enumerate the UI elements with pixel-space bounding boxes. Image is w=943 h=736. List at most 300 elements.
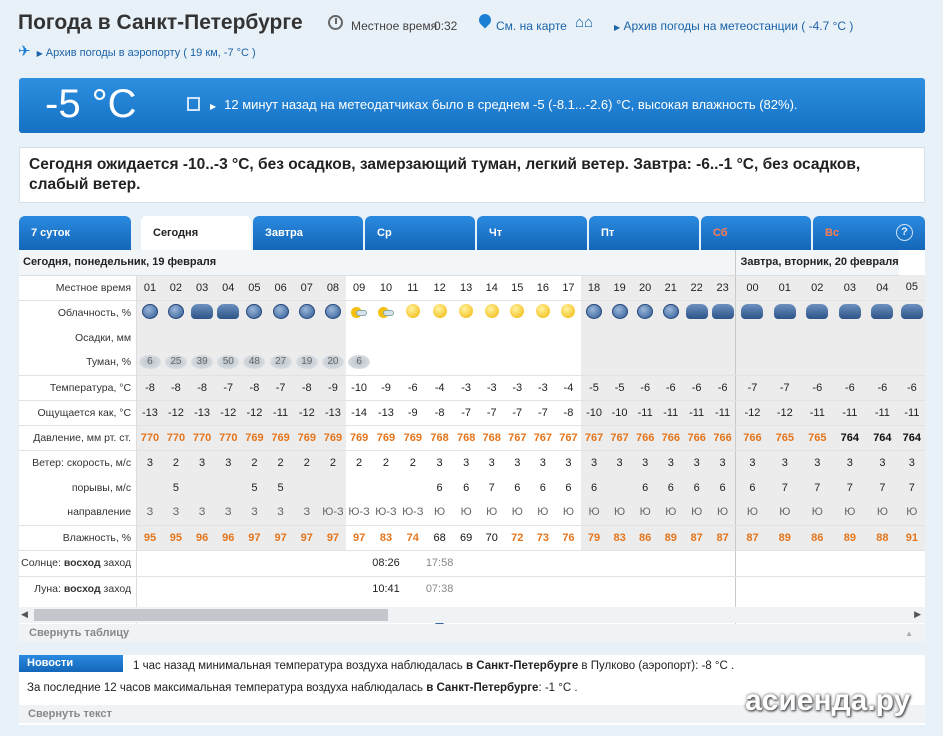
cloud-cell	[453, 300, 479, 325]
temp-cell: -3	[530, 375, 556, 400]
pressure-cell: 769	[241, 425, 267, 450]
pressure-cell: 768	[453, 425, 479, 450]
fog-cell	[453, 350, 479, 375]
feels-cell: -10	[581, 400, 607, 425]
pressure-cell: 769	[346, 425, 372, 450]
news-text: 1 час назад минимальная температура воздуха наблюдалась	[133, 660, 466, 672]
hour-cell: 03	[189, 275, 215, 300]
sun-cell	[530, 550, 556, 576]
precip-cell	[632, 325, 658, 350]
moon-cell	[801, 576, 834, 601]
archive-station-link[interactable]	[614, 19, 853, 33]
tab-fri[interactable]: Пт	[589, 216, 699, 250]
help-icon[interactable]: ?	[896, 224, 913, 241]
direction-cell: Ю	[479, 500, 505, 525]
temp-cell: -6	[658, 375, 684, 400]
humidity-cell: 89	[658, 525, 684, 550]
cloud-cell	[505, 300, 531, 325]
pressure-cell: 769	[320, 425, 346, 450]
moonset-time: 07:38	[425, 582, 454, 595]
moonrise-time: 10:41	[372, 582, 400, 595]
pressure-cell: 766	[736, 425, 769, 450]
hour-cell: 04	[215, 275, 241, 300]
gust-cell: 7	[769, 475, 802, 500]
sun-icon	[561, 304, 575, 318]
row-label: Облачность, %	[19, 300, 137, 325]
direction-cell: З	[137, 500, 163, 525]
fog-cell	[505, 350, 531, 375]
sun-icon	[433, 304, 447, 318]
cloud-cell	[294, 300, 320, 325]
fog-cell	[137, 350, 163, 375]
precip-cell	[400, 325, 426, 350]
cloud-cell	[607, 300, 633, 325]
row-label: Луна: восход заход	[19, 576, 137, 601]
direction-cell: Ю	[834, 500, 867, 525]
airplane-icon: ✈	[18, 43, 31, 60]
direction-cell: Ю	[684, 500, 710, 525]
temp-cell: -4	[426, 375, 454, 400]
header	[18, 9, 928, 39]
collapse-text-button[interactable]: Свернуть текст	[19, 705, 925, 723]
sun-cell	[320, 550, 346, 576]
news-line-2	[27, 682, 578, 694]
hour-cell: 20	[632, 275, 658, 300]
fog-cell	[581, 350, 607, 375]
feels-cell: -11	[866, 400, 899, 425]
mostly-cloudy-icon	[686, 304, 708, 319]
mostly-cloudy-icon	[217, 304, 239, 319]
hour-cell: 19	[607, 275, 633, 300]
gust-cell: 5	[268, 475, 294, 500]
humidity-cell: 88	[866, 525, 899, 550]
cloud-cell	[320, 300, 346, 325]
archive-airport-link[interactable]	[37, 47, 256, 59]
cloud-cell	[632, 300, 658, 325]
precip-cell	[505, 325, 531, 350]
news-button[interactable]: Новости погоды	[19, 655, 123, 672]
humidity-cell: 91	[899, 525, 925, 550]
precip-cell	[426, 325, 454, 350]
direction-cell: Ю	[710, 500, 736, 525]
humidity-cell: 70	[479, 525, 505, 550]
temp-cell: -3	[479, 375, 505, 400]
direction-cell: Ю-З	[400, 500, 426, 525]
fog-cell	[215, 350, 241, 375]
gust-cell: 7	[488, 481, 495, 494]
row-label: Осадки, мм	[19, 325, 137, 350]
sun-cell	[294, 550, 320, 576]
moon-cell	[658, 576, 684, 601]
temp-cell: -6	[400, 375, 426, 400]
sun-cell	[268, 550, 294, 576]
wind-cell: 3	[436, 456, 443, 469]
moon-cloud-icon	[246, 304, 262, 319]
row-precip	[19, 325, 925, 350]
cloud-cell	[710, 300, 736, 325]
pressure-cell: 770	[215, 425, 241, 450]
fog-cell	[834, 350, 867, 375]
pressure-cell: 769	[268, 425, 294, 450]
cloud-cell	[426, 300, 454, 325]
direction-cell: З	[268, 500, 294, 525]
moon-cell	[372, 576, 400, 601]
hour-cell: 02	[801, 275, 834, 300]
fog-cell	[801, 350, 834, 375]
precip-cell	[479, 325, 505, 350]
cloud-cell	[163, 300, 189, 325]
temp-cell: -4	[556, 375, 582, 400]
sun-cell	[736, 550, 769, 576]
feels-cell: -11	[658, 400, 684, 425]
fog-value: 6	[139, 355, 161, 369]
direction-cell: Ю	[866, 500, 899, 525]
sun-cell	[710, 550, 736, 576]
row-label: Давление, мм рт. ст.	[19, 425, 137, 450]
sun-cell	[346, 550, 372, 576]
temp-cell: -9	[320, 375, 346, 400]
news-line-1	[133, 660, 734, 672]
gust-cell: 7	[834, 475, 867, 500]
hour-cell: 23	[710, 275, 736, 300]
pressure-cell: 769	[400, 425, 426, 450]
tab-wed[interactable]: Ср	[365, 216, 475, 250]
gust-cell: 6	[539, 481, 546, 494]
feels-cell: -11	[268, 400, 294, 425]
feels-cell: -12	[769, 400, 802, 425]
feels-cell: -12	[215, 400, 241, 425]
hour-cell: 07	[294, 275, 320, 300]
temp-cell: -6	[684, 375, 710, 400]
pressure-cell: 768	[479, 425, 505, 450]
row-label: Ветер: скорость, м/с	[19, 450, 137, 475]
precip-cell	[215, 325, 241, 350]
wind-cell: 3	[463, 456, 470, 469]
sun-cell	[658, 550, 684, 576]
moon-cell	[241, 576, 267, 601]
map-link[interactable]: См. на карте	[496, 19, 567, 33]
cloud-cell	[400, 300, 426, 325]
row-label: Температура, °C	[19, 375, 137, 400]
hour-cell: 09	[346, 275, 372, 300]
fog-value: 25	[165, 355, 187, 369]
moon-cell	[581, 576, 607, 601]
pressure-cell: 766	[658, 425, 684, 450]
hour-cell: 12	[426, 275, 454, 300]
precip-cell	[453, 325, 479, 350]
direction-cell: З	[163, 500, 189, 525]
moon-cell	[607, 576, 633, 601]
temp-cell: -8	[294, 375, 320, 400]
fog-value: 48	[243, 355, 265, 369]
gust-cell: 6	[581, 475, 607, 500]
tab-tomorrow[interactable]: Завтра	[253, 216, 363, 250]
precip-cell	[899, 325, 925, 350]
cloud-cell	[372, 300, 400, 325]
news-city: в Санкт-Петербурге	[426, 682, 539, 694]
humidity-cell: 87	[710, 525, 736, 550]
gust-cell: 7	[801, 475, 834, 500]
hour-cell: 01	[769, 275, 802, 300]
precip-cell	[684, 325, 710, 350]
direction-cell: Ю	[607, 500, 633, 525]
wind-cell: 3	[514, 456, 521, 469]
humidity-cell: 97	[268, 525, 294, 550]
sun-cell	[163, 550, 189, 576]
gust-cell: 5	[163, 475, 189, 500]
direction-cell: З	[241, 500, 267, 525]
pressure-cell: 764	[899, 425, 925, 450]
moon-cell	[426, 576, 454, 601]
tab-sun[interactable]	[813, 216, 925, 250]
news-text: За последние 12 часов максимальная температура воздуха наблюдалась	[27, 682, 427, 694]
direction-cell: Ю-З	[346, 500, 372, 525]
hour-cell: 05	[241, 275, 267, 300]
mostly-cloudy-icon	[191, 304, 213, 319]
wind-cell: 3	[565, 456, 572, 469]
cloud-cell	[769, 300, 802, 325]
sun-cell	[137, 550, 163, 576]
cloud-cell	[581, 300, 607, 325]
moon-cell	[215, 576, 241, 601]
humidity-cell: 72	[505, 525, 531, 550]
fog-cell	[769, 350, 802, 375]
sun-cell	[556, 550, 582, 576]
sun-cell	[632, 550, 658, 576]
sun-cell	[684, 550, 710, 576]
cloud-cell	[834, 300, 867, 325]
pressure-cell: 769	[294, 425, 320, 450]
feels-cell: -7	[530, 400, 556, 425]
precip-cell	[241, 325, 267, 350]
fog-cell	[426, 350, 454, 375]
moon-cell	[684, 576, 710, 601]
moon-cell	[505, 576, 531, 601]
temp-cell: -7	[268, 375, 294, 400]
wind-cell: 2	[268, 450, 294, 475]
temp-cell: -6	[834, 375, 867, 400]
row-wind	[19, 450, 925, 475]
pressure-cell: 769	[372, 425, 400, 450]
feels-cell: -12	[736, 400, 769, 425]
sun-cell	[241, 550, 267, 576]
humidity-cell: 74	[400, 525, 426, 550]
cloud-cell	[556, 300, 582, 325]
direction-cell: З	[189, 500, 215, 525]
moon-cloud-icon	[637, 304, 653, 319]
wind-cell: 3	[581, 450, 607, 475]
wind-cell: 3	[736, 450, 769, 475]
tab-7-days[interactable]: 7 суток	[19, 216, 131, 250]
direction-cell: Ю	[505, 500, 531, 525]
feels-cell: -7	[505, 400, 531, 425]
row-label: направление	[19, 500, 137, 525]
gust-cell	[400, 475, 426, 500]
sun-cell	[899, 550, 925, 576]
mostly-cloudy-icon	[712, 304, 734, 319]
chevron-up-icon: ▲	[905, 629, 913, 638]
moon-cell	[556, 576, 582, 601]
current-weather-banner	[19, 78, 925, 133]
clock-icon	[328, 15, 343, 30]
hour-cell: 02	[163, 275, 189, 300]
feels-cell: -7	[479, 400, 505, 425]
sun-cell	[607, 550, 633, 576]
row-time	[19, 275, 925, 300]
gust-cell: 6	[436, 481, 443, 494]
direction-cell: З	[294, 500, 320, 525]
gust-cell: 6	[736, 475, 769, 500]
humidity-cell: 96	[189, 525, 215, 550]
gust-cell: 6	[632, 475, 658, 500]
archive-station-label: Архив погоды на метеостанции ( -4.7 °C )	[623, 19, 854, 33]
forecast-summary: Сегодня ожидается -10..-3 °C, без осадков, замерзающий туман, легкий ветер. Завтра: -6..-1 °C, без осадков, слабый ветер.	[19, 147, 925, 203]
temp-cell: -3	[505, 375, 531, 400]
pressure-cell: 767	[581, 425, 607, 450]
fog-cell	[479, 350, 505, 375]
precip-cell	[736, 325, 769, 350]
fog-cell	[163, 350, 189, 375]
tab-sun-label: Вс	[825, 227, 840, 239]
day-today-header: Сегодня, понедельник, 19 февраля	[19, 250, 736, 275]
hour-cell: 10	[372, 275, 400, 300]
pressure-cell: 770	[137, 425, 163, 450]
wind-cell: 3	[899, 450, 925, 475]
sun-cell	[189, 550, 215, 576]
moon-cell	[530, 576, 556, 601]
hour-cell: 11	[400, 275, 426, 300]
feels-cell: -8	[426, 400, 454, 425]
moon-cell	[268, 576, 294, 601]
building-icon	[187, 97, 200, 111]
moon-cloud-icon	[663, 304, 679, 319]
tab-thu[interactable]: Чт	[477, 216, 587, 250]
pressure-cell: 766	[684, 425, 710, 450]
fog-cell	[866, 350, 899, 375]
collapse-table-button[interactable]	[19, 624, 925, 642]
wind-cell: 2	[294, 450, 320, 475]
feels-cell: -14	[346, 400, 372, 425]
temp-cell: -8	[241, 375, 267, 400]
sun-cell	[426, 550, 454, 576]
row-label: Влажность, %	[19, 525, 137, 550]
direction-cell: Ю	[632, 500, 658, 525]
moon-cloud-icon	[142, 304, 158, 319]
horizontal-scrollbar[interactable]	[19, 607, 925, 623]
fog-value: 27	[270, 355, 292, 369]
row-feels	[19, 400, 925, 425]
cloud-cell	[241, 300, 267, 325]
humidity-cell: 73	[530, 525, 556, 550]
humidity-cell: 97	[346, 525, 372, 550]
moon-cell	[479, 576, 505, 601]
arrow-right-icon: ▶	[614, 23, 621, 32]
fog-cell	[294, 350, 320, 375]
news-text: : -1 °C .	[538, 682, 578, 694]
feels-cell: -11	[684, 400, 710, 425]
partly-sunny-icon	[351, 304, 367, 318]
sun-cell	[400, 550, 426, 576]
moon-cell	[294, 576, 320, 601]
scroll-right-icon[interactable]: ▶	[914, 609, 921, 619]
feels-cell: -9	[400, 400, 426, 425]
pressure-cell: 770	[163, 425, 189, 450]
feels-cell: -12	[163, 400, 189, 425]
forecast-table-wrap[interactable]	[19, 250, 925, 640]
moon-cell	[453, 576, 479, 601]
partly-sunny-icon	[378, 304, 394, 318]
feels-cell: -13	[320, 400, 346, 425]
mostly-cloudy-icon	[901, 304, 923, 319]
sun-icon	[510, 304, 524, 318]
mostly-cloudy-icon	[774, 304, 796, 319]
fog-value: 6	[348, 355, 370, 369]
gust-cell: 6	[514, 481, 521, 494]
gust-cell	[372, 475, 400, 500]
tab-sat[interactable]: Сб	[701, 216, 811, 250]
hour-cell: 06	[268, 275, 294, 300]
sun-cell	[581, 550, 607, 576]
cloud-cell	[215, 300, 241, 325]
pressure-cell: 764	[866, 425, 899, 450]
sun-cell	[769, 550, 802, 576]
arrow-right-icon: ▶	[210, 102, 217, 111]
feels-cell: -10	[607, 400, 633, 425]
wind-cell: 3	[710, 450, 736, 475]
humidity-cell: 89	[769, 525, 802, 550]
precip-cell	[801, 325, 834, 350]
feels-cell: -12	[241, 400, 267, 425]
station-icon: ⌂⌂	[575, 14, 594, 31]
moon-cell	[189, 576, 215, 601]
gust-cell: 6	[565, 481, 572, 494]
pressure-cell: 764	[834, 425, 867, 450]
direction-cell: Ю	[581, 500, 607, 525]
wind-cell: 3	[488, 456, 495, 469]
feels-cell: -8	[556, 400, 582, 425]
humidity-cell: 97	[294, 525, 320, 550]
row-gusts	[19, 475, 925, 500]
humidity-cell: 68	[426, 525, 454, 550]
moon-cell	[632, 576, 658, 601]
feels-cell: -11	[834, 400, 867, 425]
precip-cell	[189, 325, 215, 350]
gust-cell	[294, 475, 320, 500]
gust-cell	[607, 475, 633, 500]
moon-cell	[710, 576, 736, 601]
scroll-left-icon[interactable]: ◀	[21, 609, 28, 619]
feels-cell: -11	[801, 400, 834, 425]
direction-cell: Ю-З	[372, 500, 400, 525]
local-time-value: 0:32	[434, 19, 458, 33]
moon-cloud-icon	[299, 304, 315, 319]
sun-cell	[453, 550, 479, 576]
mostly-cloudy-icon	[871, 304, 893, 319]
scrollbar-thumb[interactable]	[34, 609, 388, 621]
feels-cell: -7	[453, 400, 479, 425]
humidity-cell: 76	[556, 525, 582, 550]
archive-airport-label: Архив погоды в аэропорту ( 19 км, -7 °C )	[45, 47, 256, 59]
direction-cell: Ю	[769, 500, 802, 525]
fog-cell	[684, 350, 710, 375]
current-weather-desc: 12 минут назад на метеодатчиках было в среднем -5 (-8.1...-2.6) °C, высокая влажность (82%).	[224, 97, 798, 112]
collapse-table-label: Свернуть таблицу	[29, 627, 130, 639]
tab-today[interactable]: Сегодня	[141, 216, 251, 251]
archive-airport	[18, 42, 256, 60]
forecast-table	[19, 250, 925, 633]
precip-cell	[769, 325, 802, 350]
humidity-cell: 83	[372, 525, 400, 550]
